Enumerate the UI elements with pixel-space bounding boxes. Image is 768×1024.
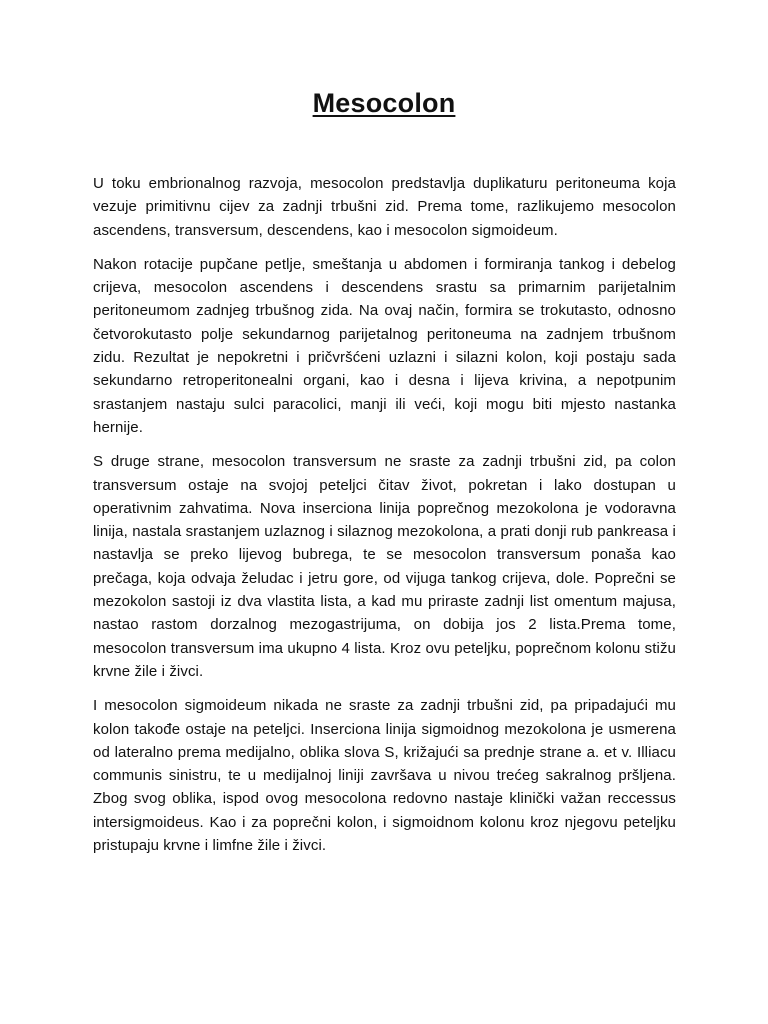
paragraph-mesocolon-transversum: S druge strane, mesocolon transversum ne sraste za zadnji trbušni zid, pa colon transversum ostaje na svojoj peteljci čitav život, pokretan i lako dostupan u operativnim zahvatima. Nova inserciona linija poprečnog mezokolona je vodoravna linija, nastala srastanjem uzlaznog i silaznog mezokolona, a prati donji rub pankreasa i nastavlja se preko lijevog bubrega, te se mesocolon transversum ponaša kao prečaga, koja odvaja želudac i jetru gore, od vijuga tankog crijeva, dole. Poprečni se mezokolon sastoji iz dva vlastita lista, a kad mu priraste zadnji list omentum majusa, nastao rastom dorzalnog mezogastrijuma, on dobija jos 2 lista.Prema tome, mesocolon transversum ima ukupno 4 lista. Kroz ovu peteljku, poprečnom kolonu stižu krvne žile i živci. xyxy=(93,453,676,680)
paragraph-rotation-fixation: Nakon rotacije pupčane petlje, smeštanja u abdomen i formiranja tankog i debelog crijeva, mesocolon ascendens i descendens srastu sa primarnim parijetalnim peritoneumom zadnjeg trbušnog zida. Na ovaj način, formira se trokutasto, odnosno četvorokutasto polje sekundarnog parijetalnog peritoneuma na zadnjem trbušnom zidu. Rezultat je nepokretni i pričvršćeni uzlazni i silazni kolon, koji postaju sada sekundarno retroperitonealni organi, kao i desna i lijeva krivina, a nepotpunim srastanjem nastaju sulci paracolici, manji ili veći, koji mogu biti mjesto nastanka hernije. xyxy=(93,255,676,436)
document-title: Mesocolon xyxy=(312,88,456,118)
document-body xyxy=(93,172,676,868)
paragraph-embryonic-development: U toku embrionalnog razvoja, mesocolon predstavlja duplikaturu peritoneuma koja vezuje primitivnu cijev za zadnji trbušni zid. Prema tome, razlikujemo mesocolon ascendens, transversum, descendens, kao i mesocolon sigmoideum. xyxy=(93,175,676,239)
paragraph-mesocolon-sigmoideum: I mesocolon sigmoideum nikada ne sraste za zadnji trbušni zid, pa pripadajući mu kolon takođe ostaje na peteljci. Inserciona linija sigmoidnog mezokolona je usmerena od lateralno prema medijalno, oblika slova S, križajući sa prednje strane a. et v. Illiacu communis sinistru, te u medijalnoj liniji završava u nivou trećeg sakralnog pršljena. Zbog svog oblika, ispod ovog mesocolona redovno nastaje klinički važan reccessus intersigmoideus. Kao i za poprečni kolon, i sigmoidnom kolonu kroz njegovu peteljku pristupaju krvne i limfne žile i živci. xyxy=(93,697,676,855)
